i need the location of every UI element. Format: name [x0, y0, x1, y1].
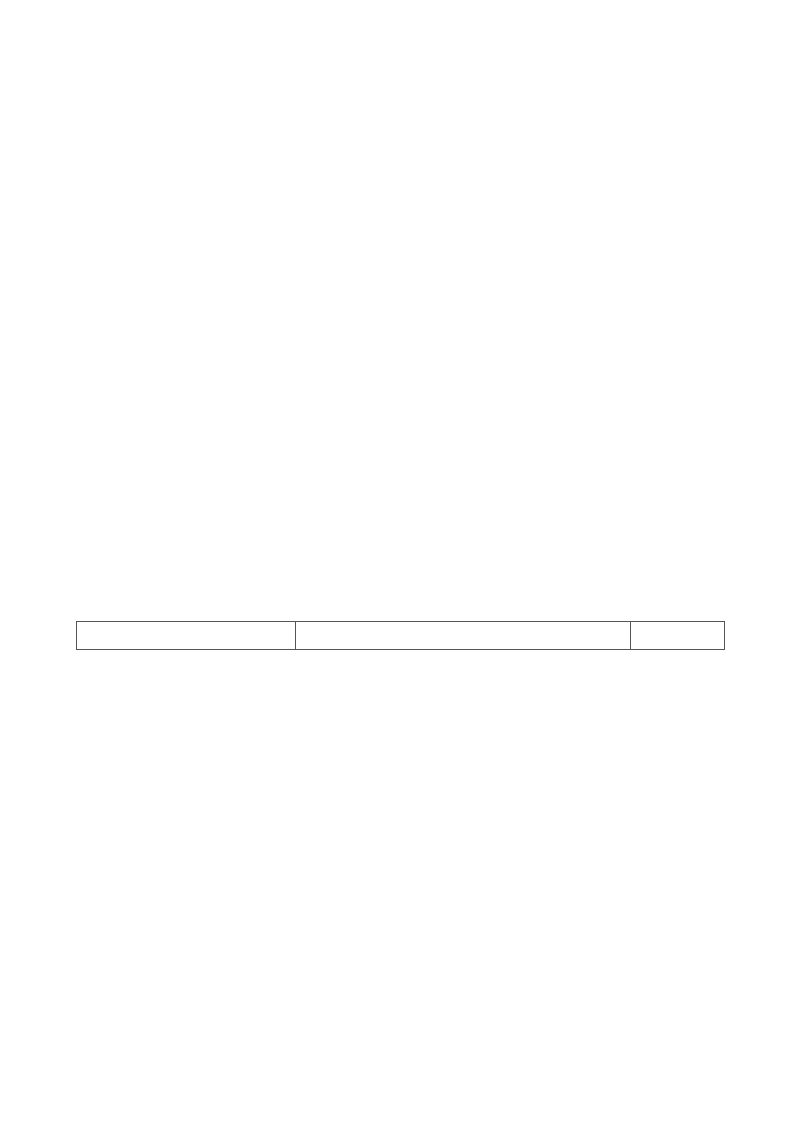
- facsimile-profiles-table: [76, 621, 725, 650]
- header-code-points: [295, 622, 630, 650]
- table-header-row: [77, 622, 725, 650]
- closing-paragraph: [77, 947, 724, 955]
- header-profile-no: [631, 622, 725, 650]
- page-footer: [77, 1076, 135, 1093]
- header-description: [77, 622, 296, 650]
